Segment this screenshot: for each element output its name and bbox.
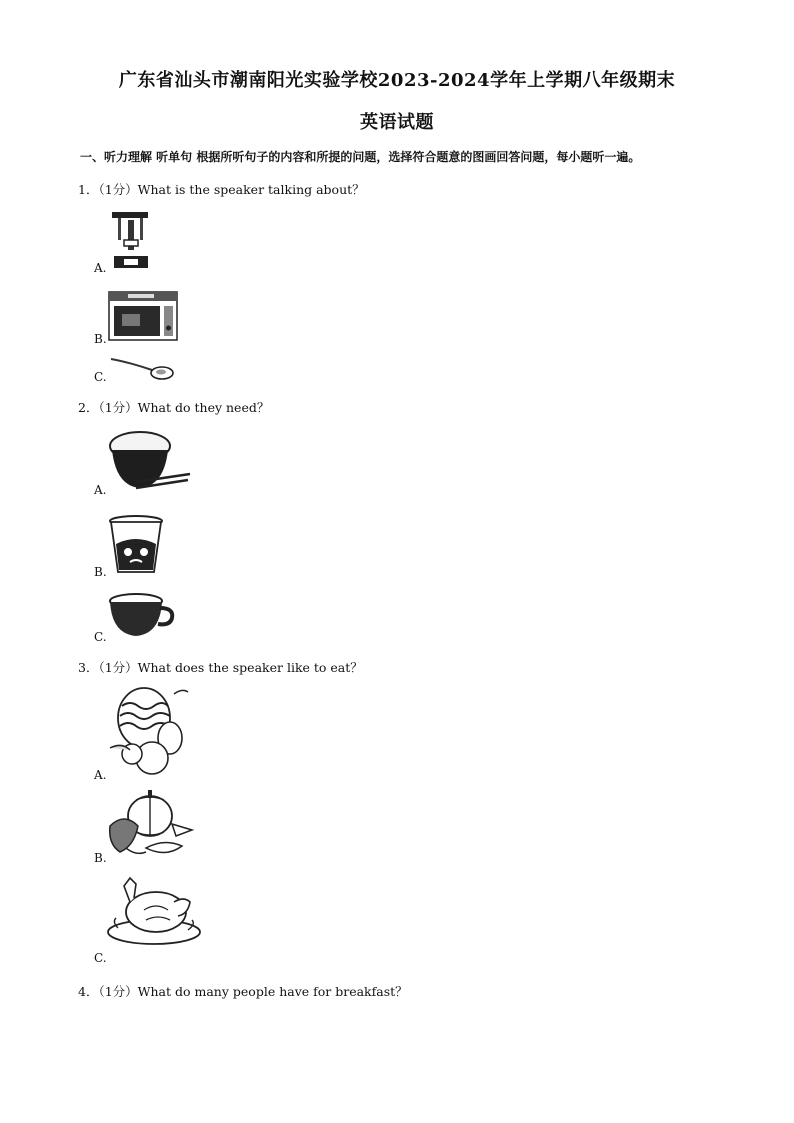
question-text: What does the speaker like to eat？ [137,660,363,675]
question-number: 1． [78,182,99,197]
vegetables-icon [106,786,196,862]
question-number: 2． [78,400,99,415]
option-label: B. [94,565,107,579]
question-number: 4． [78,984,99,999]
cup-icon [108,592,176,638]
option-label: A. [94,483,107,497]
question-score: （1分） [98,400,138,415]
question-1 [78,180,365,198]
option-label: A. [94,261,107,275]
option-label: A. [94,768,107,782]
question-text: What do many people have for breakfast？ [137,984,408,999]
question-text: What is the speaker talking about？ [137,182,365,197]
roast-chicken-icon [104,872,202,948]
blender-icon [110,210,152,270]
question-3 [78,658,363,676]
question-2 [78,398,269,416]
question-number: 3． [78,660,99,675]
fruits-icon [108,684,190,776]
rice-bowl-chopsticks-icon [108,428,192,494]
question-score: （1分） [98,984,138,999]
exam-title: 广东省汕头市潮南阳光实验学校2023-2024学年上学期八年级期末 [118,70,676,91]
microwave-icon [108,290,178,342]
spoon-icon [108,354,176,380]
question-text: What do they need？ [137,400,270,415]
yogurt-cup-icon [108,514,168,576]
section-heading: 一、听力理解 听单句 根据所听句子的内容和所提的问题，选择符合题意的图画回答问题，每小题听一遍。 [80,150,641,164]
option-label: C. [94,370,107,384]
option-label: B. [94,851,107,865]
question-score: （1分） [98,660,138,675]
option-label: C. [94,951,107,965]
question-score: （1分） [98,182,138,197]
option-label: B. [94,332,107,346]
exam-subtitle: 英语试题 [360,112,434,133]
question-4 [78,982,408,1000]
option-label: C. [94,630,107,644]
